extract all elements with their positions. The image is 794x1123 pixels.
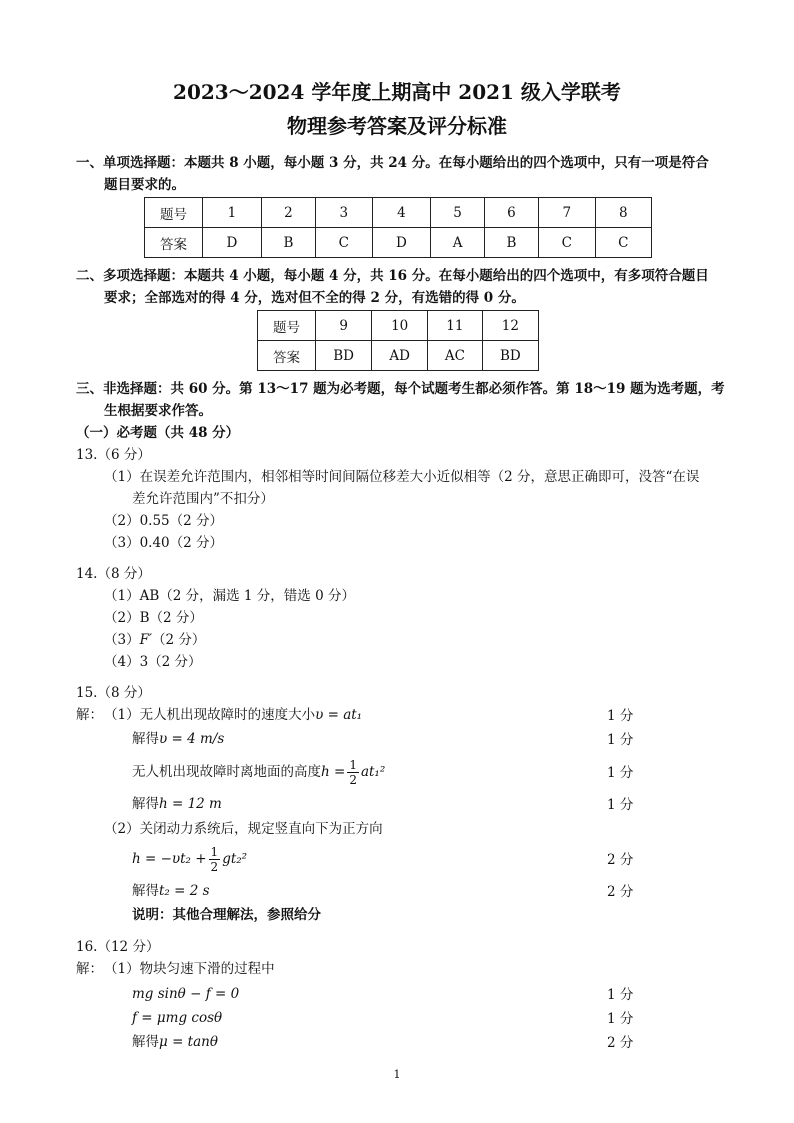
table-row [258, 341, 539, 371]
q13-answer-1-cont: 差允许范围内”不扣分） [132, 491, 274, 507]
q16-step-3-score: 1 分 [607, 1011, 634, 1027]
q15-step-3-eq-pre: h = [321, 764, 346, 780]
table-cell: AD [372, 341, 428, 371]
q15-solution-label: 解： [76, 707, 103, 723]
q14-answer-1: （1）AB（2 分，漏选 1 分，错选 0 分） [104, 588, 355, 604]
fraction-one-half [209, 845, 221, 874]
q15-step-4-text: 解得 [132, 796, 159, 812]
table-cell: D [203, 228, 262, 258]
table-cell: C [595, 228, 651, 258]
table-cell: 11 [428, 311, 483, 341]
table-cell: 6 [484, 198, 538, 228]
required-questions-heading: （一）必考题（共 48 分） [76, 425, 240, 441]
q15-step-6-eq-post: gt₂² [222, 851, 248, 867]
table-header-cell: 答案 [258, 341, 316, 371]
table-header-cell: 答案 [145, 228, 203, 258]
q15-step-1-score: 1 分 [607, 708, 634, 724]
fraction-numerator: 1 [349, 758, 357, 772]
q16-step-2-score: 1 分 [607, 987, 634, 1003]
table-cell: 5 [431, 198, 484, 228]
q15-step-3-eq-post: at₁² [360, 764, 386, 780]
q15-step-3-score: 1 分 [607, 765, 634, 781]
section1-heading: 一、单项选择题：本题共 8 小题，每小题 3 分，共 24 分。在每小题给出的四个选项中，只有一项是符合 [76, 155, 709, 171]
q13-answer-2: （2）0.55（2 分） [104, 513, 224, 529]
q15-step-7-score: 2 分 [607, 884, 634, 900]
page-number: 1 [393, 1068, 401, 1081]
q15-step-2-equation: υ = 4 m/s [159, 731, 225, 747]
q15-step-7 [132, 880, 210, 902]
q16-step-2-equation: mg sinθ − f = 0 [132, 986, 240, 1002]
section2-heading: 二、多项选择题：本题共 4 小题，每小题 4 分，共 16 分。在每小题给出的四个选项中，有多项符合题目 [76, 268, 709, 284]
table-cell: B [261, 228, 315, 258]
q15-step-4-score: 1 分 [607, 797, 634, 813]
q15-label: 15.（8 分） [76, 685, 151, 701]
section2-answer-table [257, 310, 539, 371]
table-cell: A [431, 228, 484, 258]
section3-heading-cont: 生根据要求作答。 [104, 403, 212, 419]
page-subtitle: 物理参考答案及评分标准 [287, 114, 507, 138]
table-cell: B [484, 228, 538, 258]
fraction-numerator: 1 [210, 845, 219, 859]
q13-label: 13.（6 分） [76, 447, 151, 463]
q15-note: 说明：其他合理解法，参照给分 [132, 907, 321, 923]
table-row [258, 311, 539, 341]
q15-step-4 [132, 793, 222, 815]
table-cell: D [372, 228, 431, 258]
table-cell: 2 [261, 198, 315, 228]
section2-heading-cont: 要求；全部选对的得 4 分，选对但不全的得 2 分，有选错的得 0 分。 [104, 290, 525, 306]
table-cell: 9 [316, 311, 372, 341]
q16-step-4-equation: μ = tanθ [159, 1034, 218, 1050]
q13-answer-3: （3）0.40（2 分） [104, 535, 224, 551]
q16-step-4-text: 解得 [132, 1034, 159, 1050]
table-cell: BD [316, 341, 372, 371]
table-cell: BD [482, 341, 538, 371]
q15-step-7-equation: t₂ = 2 s [159, 883, 210, 899]
fraction-denominator: 2 [210, 860, 219, 874]
q13-answer-1: （1）在误差允许范围内，相邻相等时间间隔位移差大小近似相等（2 分，意思正确即可，没答“在误 [104, 469, 700, 485]
q16-step-4 [132, 1031, 218, 1053]
q15-step-2-text: 解得 [132, 731, 159, 747]
table-cell: 7 [539, 198, 595, 228]
q15-step-1-equation: υ = at₁ [315, 707, 363, 723]
q15-step-3-text: 无人机出现故障时离地面的高度 [132, 764, 321, 780]
q15-step-2-score: 1 分 [607, 732, 634, 748]
table-cell: C [539, 228, 595, 258]
section1-answer-table [144, 197, 652, 258]
table-cell: 12 [482, 311, 538, 341]
table-cell: 10 [372, 311, 428, 341]
table-cell: AC [428, 341, 483, 371]
table-row [145, 228, 652, 258]
table-cell: 1 [203, 198, 262, 228]
q14-label: 14.（8 分） [76, 566, 151, 582]
q15-step-7-text: 解得 [132, 883, 159, 899]
q16-solution-label: 解： [76, 961, 103, 977]
q14-answer-3 [104, 629, 205, 651]
q15-step-6-eq-pre: h = −υt₂ + [132, 851, 207, 867]
q15-step-2 [132, 728, 224, 750]
table-row [145, 198, 652, 228]
fraction-denominator: 2 [349, 773, 357, 787]
table-header-cell: 题号 [258, 311, 316, 341]
q14-answer-4: （4）3（2 分） [104, 654, 202, 670]
table-cell: 4 [372, 198, 431, 228]
table-cell: 8 [595, 198, 651, 228]
section3-heading: 三、非选择题：共 60 分。第 13～17 题为必考题，每个试题考生都必须作答。第 18～19 题为选考题，考 [76, 381, 725, 397]
table-cell: C [316, 228, 372, 258]
q15-step-1 [104, 704, 362, 726]
q15-step-6-score: 2 分 [607, 852, 634, 868]
q16-step-3-equation: f = μmg cosθ [132, 1010, 223, 1026]
q16-label: 16.（12 分） [76, 939, 160, 955]
q15-step-1-text: （1）无人机出现故障时的速度大小 [104, 707, 316, 723]
q16-step-4-score: 2 分 [607, 1035, 634, 1051]
q15-step-6 [132, 841, 247, 877]
q16-step-1: （1）物块匀速下滑的过程中 [104, 961, 275, 977]
q14-answer-2: （2）B（2 分） [104, 610, 203, 626]
table-cell: 3 [316, 198, 372, 228]
page-title: 2023～2024 学年度上期高中 2021 级入学联考 [173, 80, 621, 104]
q14-answer-3-prefix: （3） [104, 632, 140, 648]
q15-step-3 [132, 754, 385, 790]
fraction-one-half [347, 758, 359, 787]
table-header-cell: 题号 [145, 198, 203, 228]
q15-step-4-equation: h = 12 m [159, 796, 222, 812]
q15-step-5: （2）关闭动力系统后，规定竖直向下为正方向 [104, 821, 383, 837]
q14-answer-3-suffix: （2 分） [152, 632, 206, 648]
q14-answer-3-variable: F′ [139, 632, 153, 648]
section1-heading-cont: 题目要求的。 [104, 177, 185, 193]
